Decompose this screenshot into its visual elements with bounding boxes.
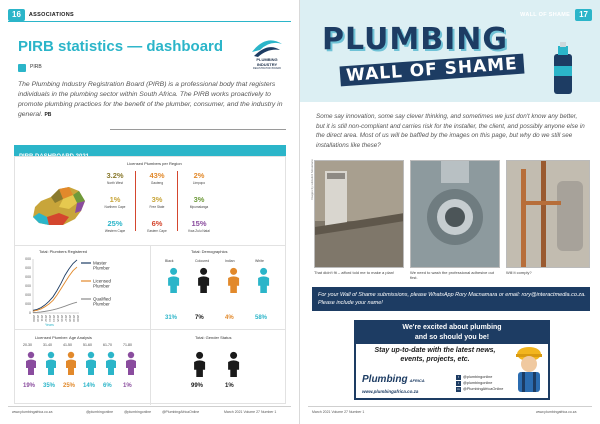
demographic-label: White xyxy=(255,259,264,263)
left-page-number: 16 xyxy=(8,9,25,21)
y-tick-label: 000 xyxy=(25,284,31,288)
spray-can-icon xyxy=(548,40,578,96)
x-tick-label: 2020 xyxy=(76,315,80,322)
gender-title: Total: Gender Status xyxy=(195,335,232,340)
x-tick-label: 2019 xyxy=(72,315,76,322)
age-value: 6% xyxy=(103,383,112,389)
right-section-label: WALL OF SHAME xyxy=(520,12,571,18)
demographics-title: Total: Demographics xyxy=(191,249,228,254)
photo-1 xyxy=(314,160,404,268)
ad-socials xyxy=(456,374,503,392)
photo-2 xyxy=(410,160,500,268)
legend-label: Plumber xyxy=(93,283,110,289)
plumbing-africa-ad[interactable] xyxy=(354,320,550,400)
x-tick-label: 2012 xyxy=(44,315,48,322)
plumber-mascot-icon xyxy=(510,344,548,394)
caption-2: We need to wash the professional adhesive out first. xyxy=(410,270,494,280)
person-icon xyxy=(193,351,206,377)
age-label: 61-70 xyxy=(103,343,112,347)
age-title: Licensed Plumber: Age Analysis xyxy=(35,335,92,340)
photo-2-image xyxy=(411,161,500,268)
person-icon xyxy=(105,351,117,375)
person-icon xyxy=(257,267,270,293)
person-icon xyxy=(227,351,240,377)
region-free-state: 3% Free State xyxy=(149,195,165,209)
intro-paragraph: The Plumbing Industry Registration Board (PIRB) is a professional body that registers individuals in the plumbing sector within South Africa. The PIRB works proactively to promote plumbing practices for the benefit of the plumber, consumer, and the industry in general. PB xyxy=(18,81,283,118)
left-footer-rule xyxy=(8,406,291,407)
x-axis-label: Years xyxy=(45,323,54,327)
y-tick-label: 000 xyxy=(25,275,31,279)
region-mpumalanga: 3% Mpumalanga xyxy=(189,195,209,209)
south-africa-map-icon xyxy=(29,179,89,229)
photo-credit: Images by wikiwiki1 Mosielane xyxy=(310,159,314,200)
demographic-label: Black xyxy=(165,259,174,263)
left-footer-social-3[interactable]: @PlumbingAfricaOnline xyxy=(162,410,200,414)
ad-social-linkedin[interactable]: in @PlumbingAfricaOnline xyxy=(457,386,504,391)
legend-label: Qualified xyxy=(93,296,111,302)
region-gauteng: 43% Gauteng xyxy=(149,171,165,185)
y-tick-label: 000 xyxy=(25,266,31,270)
twitter-icon: t xyxy=(456,381,461,386)
submission-text[interactable]: For your Wall of Shame submissions, please WhatsApp Rory Macnamara or email: rory@interactmedia.co.za. Please include your name! xyxy=(318,292,586,306)
region-limpopo: 2% Limpopo xyxy=(192,171,206,185)
demographic-label: Coloured xyxy=(195,259,210,263)
end-mark: PB xyxy=(44,112,52,118)
series-line-2 xyxy=(33,302,77,312)
person-icon xyxy=(25,351,37,375)
left-footer-issue: March 2021 Volume 27 Number 1 xyxy=(224,410,277,414)
x-tick-label: 2013 xyxy=(48,315,52,322)
right-footer-url[interactable]: www.plumbingafrica.co.za xyxy=(536,410,577,414)
region-kwa-zulu-natal: 15% Kwa Zulu Natal xyxy=(188,219,210,233)
age-label: 41-50 xyxy=(63,343,72,347)
right-header xyxy=(520,9,592,21)
age-value: 35% xyxy=(43,383,56,389)
photo-1-image xyxy=(315,161,404,268)
legend-label: Master xyxy=(93,260,107,266)
demographic-label: Indian xyxy=(225,259,235,263)
person-icon xyxy=(65,351,77,375)
demographic-value: 58% xyxy=(255,315,268,321)
dashboard xyxy=(14,156,286,404)
registered-title: Total: Plumbers Registered xyxy=(39,249,88,254)
y-tick-label: 0 xyxy=(29,311,31,315)
registered-chart xyxy=(17,255,151,327)
left-footer-url[interactable]: www.plumbingafrica.co.za xyxy=(12,410,53,414)
x-tick-label: 2016 xyxy=(60,315,64,322)
demographic-value: 4% xyxy=(225,315,234,321)
right-page xyxy=(300,0,600,424)
region-western-cape: 25% Western Cape xyxy=(104,219,126,233)
pirb-logo-text: PLUMBING INDUSTRY REGISTRATION BOARD xyxy=(252,57,282,70)
ad-social-twitter[interactable]: t @plumbingonline xyxy=(456,380,503,386)
legend-label: Licensed xyxy=(93,278,112,284)
left-header xyxy=(8,9,74,21)
region-north-west: 3.2% North West xyxy=(106,171,124,185)
region-northern-cape: 1% Northern Cape xyxy=(104,195,126,209)
person-icon xyxy=(45,351,57,375)
y-tick-label: 000 xyxy=(25,293,31,297)
page-title: PIRB statistics — dashboard xyxy=(18,38,224,55)
person-icon xyxy=(85,351,97,375)
photo-3 xyxy=(506,160,590,268)
caption-1: That didn't fit – afford told me to make a plan! xyxy=(314,270,395,275)
x-tick-label: 2018 xyxy=(68,315,72,322)
legend-label: Plumber xyxy=(93,301,110,307)
dashboard-bar xyxy=(14,145,286,156)
age-value: 1% xyxy=(123,383,132,389)
age-value: 25% xyxy=(63,383,76,389)
age-label: 71-80 xyxy=(123,343,132,347)
person-icon xyxy=(197,267,210,293)
gender-value: 99% xyxy=(191,383,204,389)
wall-intro-paragraph: Some say innovation, some say clever thinking, and sometimes we just don't know any better, but it is still non-compliant and carries risk for the installer, the client, and possibly anyone else in the direct area. Most of us will be baffled by the images on this page, but why do we still see installations like these? xyxy=(316,113,585,149)
y-tick-label: 000 xyxy=(25,302,31,306)
person-icon xyxy=(167,267,180,293)
series-line-0 xyxy=(33,260,77,310)
demographic-value: 31% xyxy=(165,315,178,321)
left-footer-social-1[interactable]: @plumbingonline xyxy=(86,410,114,414)
x-tick-label: 2009 xyxy=(32,315,36,322)
age-label: 31-40 xyxy=(43,343,52,347)
age-value: 14% xyxy=(83,383,96,389)
ad-url[interactable]: www.plumbingafrica.co.za xyxy=(362,389,419,394)
caption-3: Will it comply? xyxy=(506,270,532,275)
age-value: 19% xyxy=(23,383,36,389)
gender-value: 1% xyxy=(225,383,234,389)
x-tick-label: 2010 xyxy=(36,315,40,322)
facebook-icon: f xyxy=(456,375,461,380)
intro-rule xyxy=(110,129,286,130)
demographic-value: 7% xyxy=(195,315,204,321)
x-tick-label: 2015 xyxy=(56,315,60,322)
wall-title-line2: WALL OF SHAME xyxy=(340,54,525,87)
left-header-rule xyxy=(8,21,291,22)
legend-label: Plumber xyxy=(93,265,110,271)
x-tick-label: 2011 xyxy=(40,315,44,322)
person-icon xyxy=(227,267,240,293)
ad-subline: Stay up-to-date with the latest news, events, projects, etc. xyxy=(374,347,496,363)
age-label: 20-30 xyxy=(23,343,32,347)
submission-box xyxy=(312,287,590,311)
left-footer-social-2[interactable]: @plumbingonline xyxy=(124,410,152,414)
y-tick-label: 000 xyxy=(25,257,31,261)
ad-headline: We're excited about plumbing and so should you be! xyxy=(356,322,548,344)
right-footer-issue: March 2021 Volume 27 Number 1 xyxy=(312,410,365,414)
left-section-label: ASSOCIATIONS xyxy=(28,12,74,18)
ad-brand: Plumbing AFRICA xyxy=(362,374,425,385)
x-tick-label: 2017 xyxy=(64,315,68,322)
right-page-number: 17 xyxy=(575,9,592,21)
person-icon xyxy=(125,351,137,375)
wall-title-line1: PLUMBING xyxy=(322,22,509,57)
right-footer-rule xyxy=(308,406,592,407)
author-name: PIRB xyxy=(30,64,42,70)
ad-social-facebook[interactable]: f @plumbingonline xyxy=(456,374,503,380)
region-eastern-cape: 6% Eastern Cape xyxy=(147,219,167,233)
region-title: Licensed Plumbers per Region xyxy=(127,161,182,166)
author-icon xyxy=(18,64,26,72)
linkedin-icon: in xyxy=(457,386,460,391)
age-label: 51-60 xyxy=(83,343,92,347)
photo-3-image xyxy=(507,161,590,268)
x-tick-label: 2014 xyxy=(52,315,56,322)
